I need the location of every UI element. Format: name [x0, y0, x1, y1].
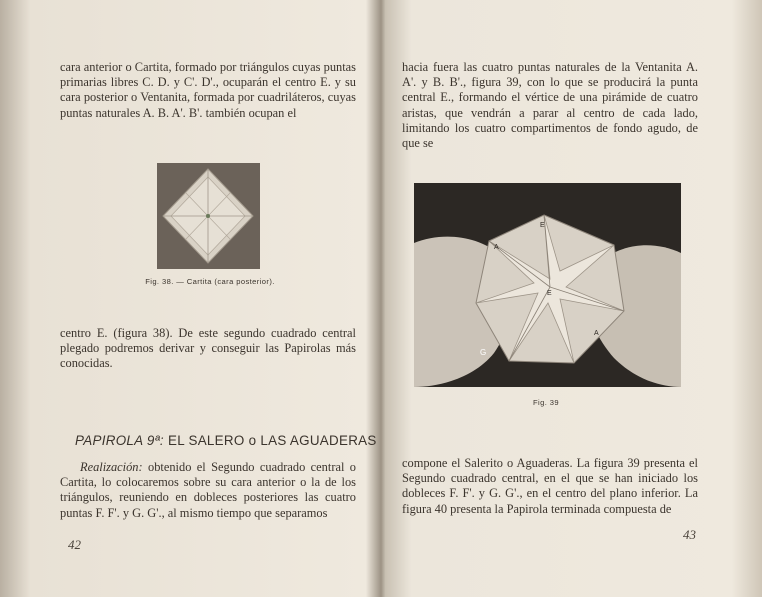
salero-photo [414, 183, 681, 387]
realizacion-label: Realización: [80, 460, 143, 474]
page-number-left: 42 [68, 537, 81, 552]
photo-label-g: G [480, 348, 487, 357]
heading-rest: EL SALERO o LAS AGUADERAS [163, 433, 377, 448]
left-paragraph-3-text: obtenido el Segundo cuadrado central o Cartita, lo colocaremos sobre su cara anterior o la de los triángulos, reuniendo en dobleces posteriores las cuatro puntas F. F'. y G. G'., al mismo tiempo que separamos [60, 460, 356, 520]
page-number-right: 43 [683, 527, 696, 542]
right-paragraph-2: compone el Salerito o Aguaderas. La figura 39 presenta el Segundo cuadrado central, en el que se han iniciado los dobleces F. F'. y G. G'., en el centro del plano inferior. La figura 40 presenta la Papirola terminada compuesta de [402, 456, 698, 516]
left-paragraph-2: centro E. (figura 38). De este segundo cuadrado central plegado podremos derivar y conseguir las Papirolas más conocidas. [60, 326, 356, 371]
heading-italic: PAPIROLA 9ª: [75, 433, 164, 448]
left-paragraph-1: cara anterior o Cartita, formado por triángulos cuyas puntas primarias libres C. D. y C'. D'., ocuparán el centro E. y su cara posterior o Ventanita, formada por cuadriláteros, cuyas puntas naturales A. B. A'. B'. también ocupan el [60, 60, 356, 120]
figure-38-caption: Fig. 38. — Cartita (cara posterior). [145, 277, 275, 286]
photo-label-top: E [540, 222, 545, 229]
photo-label-center: E [547, 290, 552, 297]
right-page [381, 0, 762, 597]
figure-39-caption: Fig. 39 [532, 398, 559, 407]
left-paragraph-3 [60, 460, 356, 521]
section-heading [75, 433, 377, 448]
figure-39-photo [414, 183, 681, 387]
photo-label-a1: A [494, 244, 499, 251]
figure-38-image [157, 163, 260, 269]
photo-label-a2: A [594, 330, 599, 337]
right-paragraph-1: hacia fuera las cuatro puntas naturales de la Ventanita A. A'. y B. B'., figura 39, con lo que se producirá la punta central E., formando el vértice de una pirámide de cuatro aristas, que vendrán a parar al centro de cada lado, limitando los cuatro compartimentos de fondo agudo, de que se [402, 60, 698, 151]
cartita-diagram [157, 163, 260, 269]
